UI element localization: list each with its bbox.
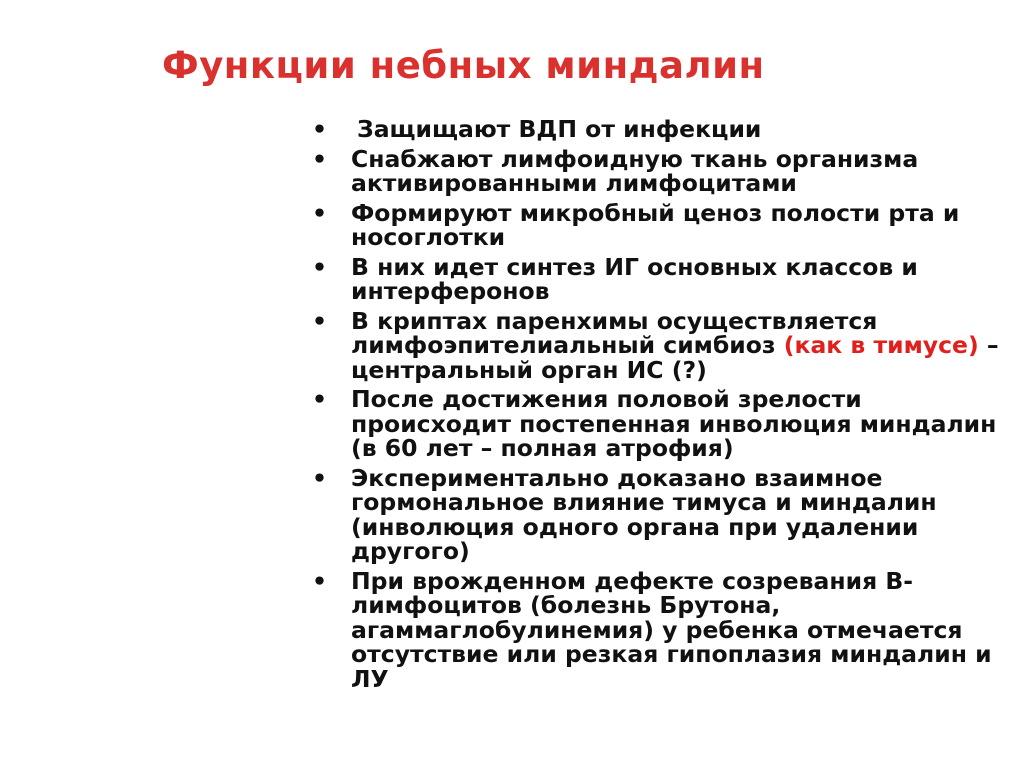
list-item-text: Снабжают лимфоидную ткань организма активированными лимфоцитами (351, 144, 919, 197)
list-item-text: Формируют микробный ценоз полости рта и носоглотки (351, 198, 960, 251)
list-item-text-before: В криптах паренхимы осуществляется лимфоэпителиальный симбиоз (351, 306, 878, 359)
highlight-text: (как в тимусе) (783, 331, 979, 359)
list-item-text: После достижения половой зрелости происходит постепенная инволюция миндалин (в 60 лет – полная атрофия) (351, 385, 997, 462)
list-item (312, 306, 1022, 384)
bullet-icon: • (312, 252, 328, 281)
bullet-icon: • (312, 198, 328, 227)
list-item-text (351, 307, 999, 384)
bullet-icon: • (312, 385, 328, 413)
list-item (312, 387, 1022, 461)
bullet-icon: • (312, 306, 328, 335)
list-item-text: В них идет синтез ИГ основных классов и интерферонов (351, 252, 918, 305)
list-item-text: Экспериментально доказано взаимное гормональное влияние тимуса и миндалин (инволюция одного органа при удалении другого) (351, 463, 937, 565)
bullet-list (312, 117, 1022, 696)
list-item-text-after: – центральный орган ИС (?) (351, 331, 999, 384)
bullet-icon: • (312, 566, 328, 595)
list-item (312, 144, 1022, 197)
list-item (312, 463, 1022, 565)
bullet-icon: • (312, 463, 328, 492)
list-item (312, 198, 1022, 251)
list-item-text: При врожденном дефекте созревания В-лимфоцитов (болезнь Брутона, агаммаглобулинемия) у ребенка отмечается отсутствие или резкая гипоплазия миндалин и ЛУ (351, 566, 992, 693)
list-item-text: Защищают ВДП от инфекции (357, 115, 762, 143)
bullet-icon: • (312, 115, 328, 143)
slide-title: Функции небных миндалин (162, 44, 765, 87)
list-item (312, 252, 1022, 305)
bullet-icon: • (312, 144, 328, 173)
list-item (312, 117, 1022, 142)
list-item (312, 566, 1022, 693)
